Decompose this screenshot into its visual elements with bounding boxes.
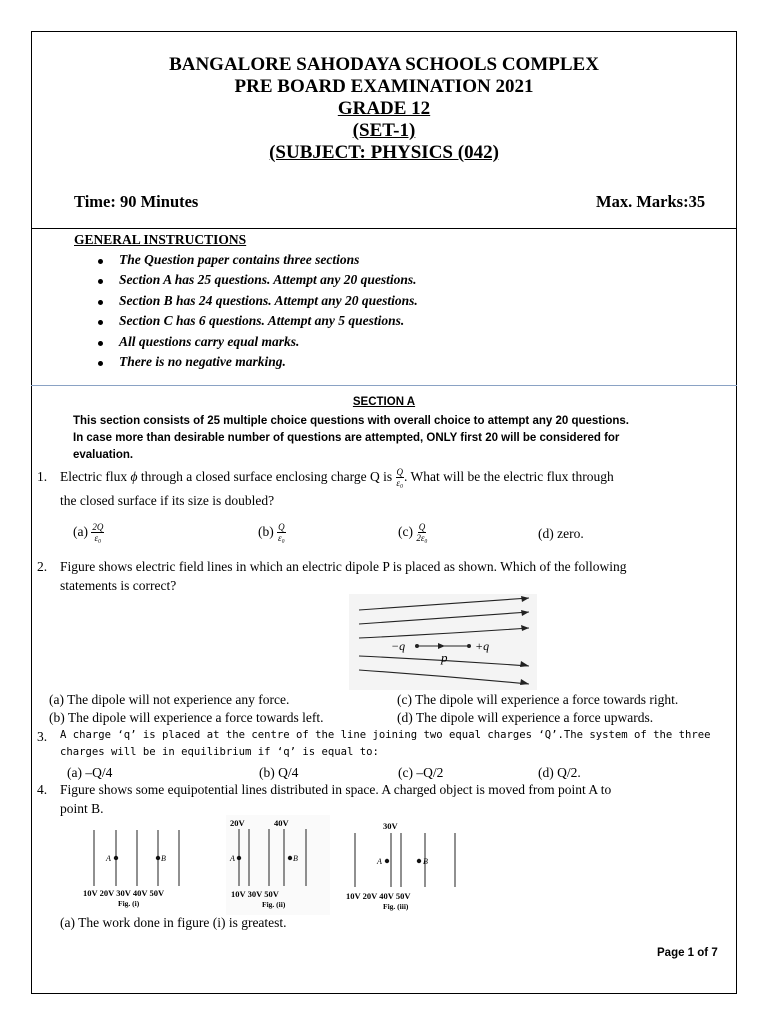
- max-marks-label: Max. Marks:35: [596, 192, 706, 211]
- plus-q-label: +q: [475, 639, 490, 653]
- fraction: [91, 522, 104, 543]
- negative-charge: [415, 644, 419, 648]
- question-4-line-2: point B.: [60, 801, 104, 816]
- equipotential-figure-3: [343, 819, 463, 915]
- potential-label-30v: 30V: [383, 821, 398, 831]
- option-c: (c) –Q/2: [398, 765, 444, 780]
- bullet-icon: [98, 341, 103, 346]
- question-2-line-2: statements is correct?: [60, 578, 177, 593]
- q1-text-a: Electric flux: [60, 469, 131, 484]
- fraction-numerator: Q: [418, 522, 426, 533]
- option-b: [258, 522, 286, 543]
- potential-label-20v: 20V: [230, 818, 245, 828]
- instruction-item: Section C has 6 questions. Attempt any 5 questions.: [119, 313, 405, 328]
- option-b: (b) The dipole will experience a force towards left.: [49, 710, 324, 725]
- header-divider: [31, 228, 737, 229]
- question-number: 1.: [37, 469, 48, 484]
- section-description-line: This section consists of 25 multiple choice questions with overall choice to attempt any 20 questions.: [73, 415, 629, 427]
- time-label: Time: 90 Minutes: [74, 192, 199, 211]
- point-b: [156, 856, 160, 860]
- school-name: BANGALORE SAHODAYA SCHOOLS COMPLEX: [169, 54, 599, 75]
- option-label: (c): [398, 524, 413, 539]
- question-3-line-2: charges will be in equilibrium if ‘q’ is equal to:: [60, 746, 379, 758]
- phi-symbol: ϕ: [130, 469, 138, 484]
- bullet-icon: [98, 279, 103, 284]
- set-number: [0, 120, 768, 141]
- q1-text-b: through a closed surface enclosing charge Q is: [137, 469, 396, 484]
- point-b-label: B: [293, 854, 298, 863]
- question-2-line-1: Figure shows electric field lines in which an electric dipole P is placed as shown. Which of the following: [60, 559, 627, 574]
- option-a: (a) –Q/4: [67, 765, 113, 780]
- point-a: [114, 856, 118, 860]
- fraction-denominator: ε₀: [94, 533, 102, 544]
- dipole-p-label: p: [441, 650, 448, 665]
- question-4-line-1: Figure shows some equipotential lines distributed in space. A charged object is moved from point A to: [60, 782, 612, 797]
- question-number: 3.: [37, 729, 48, 744]
- instruction-item: Section A has 25 questions. Attempt any 20 questions.: [119, 272, 417, 287]
- page-number: Page 1 of 7: [657, 947, 718, 959]
- potential-labels: 10V 30V 50V: [231, 889, 279, 899]
- point-a-label: A: [377, 857, 382, 866]
- question-1-line-2: the closed surface if its size is doubled?: [60, 493, 275, 508]
- instructions-divider: [31, 385, 737, 386]
- option-a: (a) The work done in figure (i) is greatest.: [60, 915, 287, 930]
- fraction: [277, 522, 286, 543]
- point-a: [385, 859, 389, 863]
- grade-text: GRADE 12: [337, 98, 431, 119]
- option-a: (a) The dipole will not experience any force.: [49, 692, 290, 707]
- equipotential-figure-2: [226, 815, 330, 915]
- instructions-title: [74, 232, 246, 248]
- option-label: (a): [73, 524, 88, 539]
- bullet-icon: [98, 259, 103, 264]
- question-number: 2.: [37, 559, 48, 574]
- equipotential-lines: [355, 833, 455, 887]
- figure-caption: Fig. (ii): [262, 900, 286, 909]
- option-c: [398, 522, 428, 543]
- instruction-item: Section B has 24 questions. Attempt any 20 questions.: [119, 293, 418, 308]
- point-b-label: B: [161, 854, 166, 863]
- bullet-icon: [98, 320, 103, 325]
- option-b: (b) Q/4: [259, 765, 299, 780]
- bullet-icon: [98, 361, 103, 366]
- option-c: (c) The dipole will experience a force towards right.: [397, 692, 679, 707]
- point-b: [417, 859, 421, 863]
- fraction-denominator: ε₀: [396, 478, 404, 489]
- fraction-denominator: ε₀: [278, 533, 285, 544]
- fraction-denominator: 2ε₀: [416, 533, 428, 544]
- option-d: (d) The dipole will experience a force upwards.: [397, 710, 654, 725]
- electric-field-diagram: [349, 594, 537, 690]
- q1-text-c: . What will be the electric flux through: [404, 469, 614, 484]
- fraction: [416, 522, 427, 543]
- potential-labels: 10V 20V 40V 50V: [346, 891, 411, 901]
- subject: [0, 142, 768, 163]
- point-a: [237, 856, 241, 860]
- question-3-line-1: A charge ‘q’ is placed at the centre of the line joining two equal charges ‘Q’.The system of the three: [60, 729, 711, 741]
- bullet-icon: [98, 300, 103, 305]
- exam-name: PRE BOARD EXAMINATION 2021: [234, 76, 534, 97]
- fraction-numerator: 2Q: [92, 522, 104, 533]
- potential-label-40v: 40V: [274, 818, 289, 828]
- question-1-line-1: [60, 467, 614, 488]
- point-b-label: B: [423, 857, 428, 866]
- option-a: [73, 522, 104, 543]
- fraction: [396, 467, 405, 488]
- set-text: (SET-1): [352, 120, 416, 141]
- instruction-item: There is no negative marking.: [119, 354, 286, 369]
- instructions-title-text: GENERAL INSTRUCTIONS: [74, 232, 247, 247]
- section-title: SECTION A: [352, 396, 416, 408]
- instruction-item: All questions carry equal marks.: [119, 334, 300, 349]
- section-description-line: evaluation.: [73, 449, 134, 461]
- fraction-numerator: Q: [396, 467, 404, 478]
- point-a-label: A: [106, 854, 111, 863]
- option-d: (d) zero.: [538, 526, 584, 541]
- point-a-label: A: [230, 854, 235, 863]
- grade: [0, 98, 768, 119]
- point-b: [288, 856, 292, 860]
- option-label: (b): [258, 524, 274, 539]
- fraction-numerator: Q: [278, 522, 285, 533]
- minus-q-label: −q: [391, 639, 406, 653]
- section-description-line: In case more than desirable number of questions are attempted, ONLY first 20 will be considered for: [73, 432, 620, 444]
- subject-text: (SUBJECT: PHYSICS (042): [269, 142, 499, 163]
- positive-charge: [467, 644, 471, 648]
- figure-caption: Fig. (i): [118, 899, 140, 908]
- option-d: (d) Q/2.: [538, 765, 581, 780]
- question-number: 4.: [37, 782, 48, 797]
- figure-caption: Fig. (iii): [383, 902, 409, 911]
- equipotential-figure-1: [80, 826, 192, 914]
- potential-labels: 10V 20V 30V 40V 50V: [83, 888, 165, 898]
- instruction-item: The Question paper contains three sections: [119, 252, 360, 267]
